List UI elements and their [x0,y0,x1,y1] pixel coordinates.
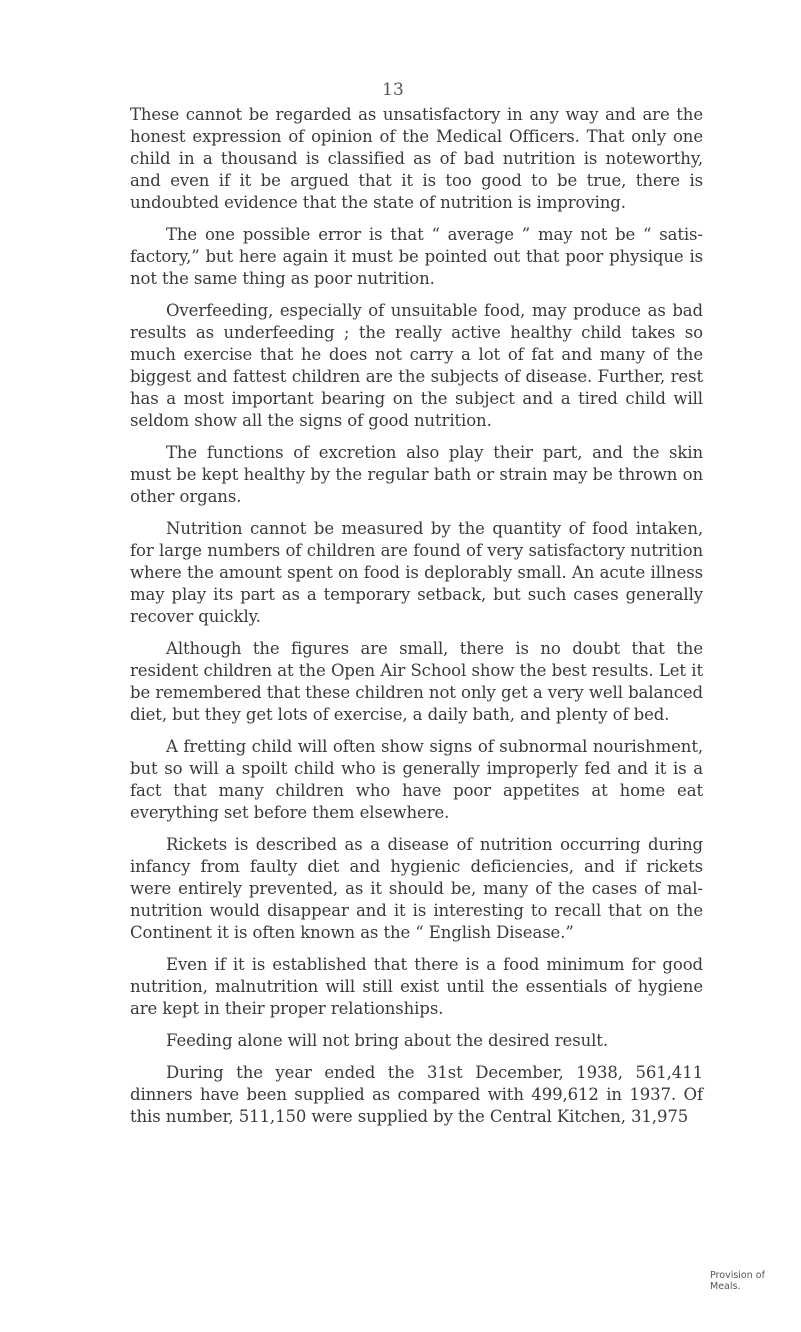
body-text [130,104,703,1138]
paragraph-5: Nutrition cannot be measured by the quantity of food intaken, for large numbers of children are found of very satisfactory nutrition where the amount spent on food is deplorably small. An acute illness may play its part as a temporary setback, but such cases generally recover quickly. [130,519,703,626]
paragraph-11: During the year ended the 31st December, 1938, 561,411 dinners have been supplied as compared with 499,612 in 1937. Of this number, 511,150 were supplied by the Central Kitchen, 31,975 [130,1063,703,1126]
paragraph-4: The functions of excretion also play their part, and the skin must be kept healthy by the regular bath or strain may be thrown on other organs. [130,443,703,506]
paragraph-6: Although the figures are small, there is no doubt that the resident children at the Open Air School show the best results. Let it be remembered that these children not only get a very well balanced diet, but they get lots of exercise, a daily bath, and plenty of bed. [130,639,703,724]
paragraph-2: The one possible error is that “ average ” may not be “ satisfactory,” but here again it must be pointed out that poor physique is not the same thing as poor nutrition. [130,225,703,288]
paragraph-3: Overfeeding, especially of unsuitable food, may produce as bad results as underfeeding ; the really active healthy child takes so much exercise that he does not carry a lot of fat and many of the biggest and fattest children are the subjects of disease. Further, rest has a most important bearing on the subject and a tired child will seldom show all the signs of good nutrition. [130,301,703,430]
margin-note: Provision of Meals. [710,1270,765,1292]
page-number: 13 [382,80,404,100]
paragraph-1: These cannot be regarded as unsatisfactory in any way and are the honest expression of opinion of the Medical Officers. That only one child in a thousand is classified as of bad nutrition is noteworthy, and even if it be argued that it is too good to be true, there is undoubted evidence that the state of nutrition is improving. [130,105,703,212]
paragraph-9: Even if it is established that there is a food minimum for good nutrition, malnutrition will still exist until the essentials of hygiene are kept in their proper relationships. [130,955,703,1018]
paragraph-8: Rickets is described as a disease of nutrition occurring during infancy from faulty diet and hygienic deficiencies, and if rickets were entirely prevented, as it should be, many of the cases of malnutrition would disappear and it is interesting to recall that on the Continent it is often known as the “ English Disease.” [130,835,703,942]
paragraph-7: A fretting child will often show signs of subnormal nourishment, but so will a spoilt child who is generally improperly fed and it is a fact that many children who have poor appetites at home eat everything set before them elsewhere. [130,737,703,822]
paragraph-10: Feeding alone will not bring about the desired result. [166,1031,608,1050]
